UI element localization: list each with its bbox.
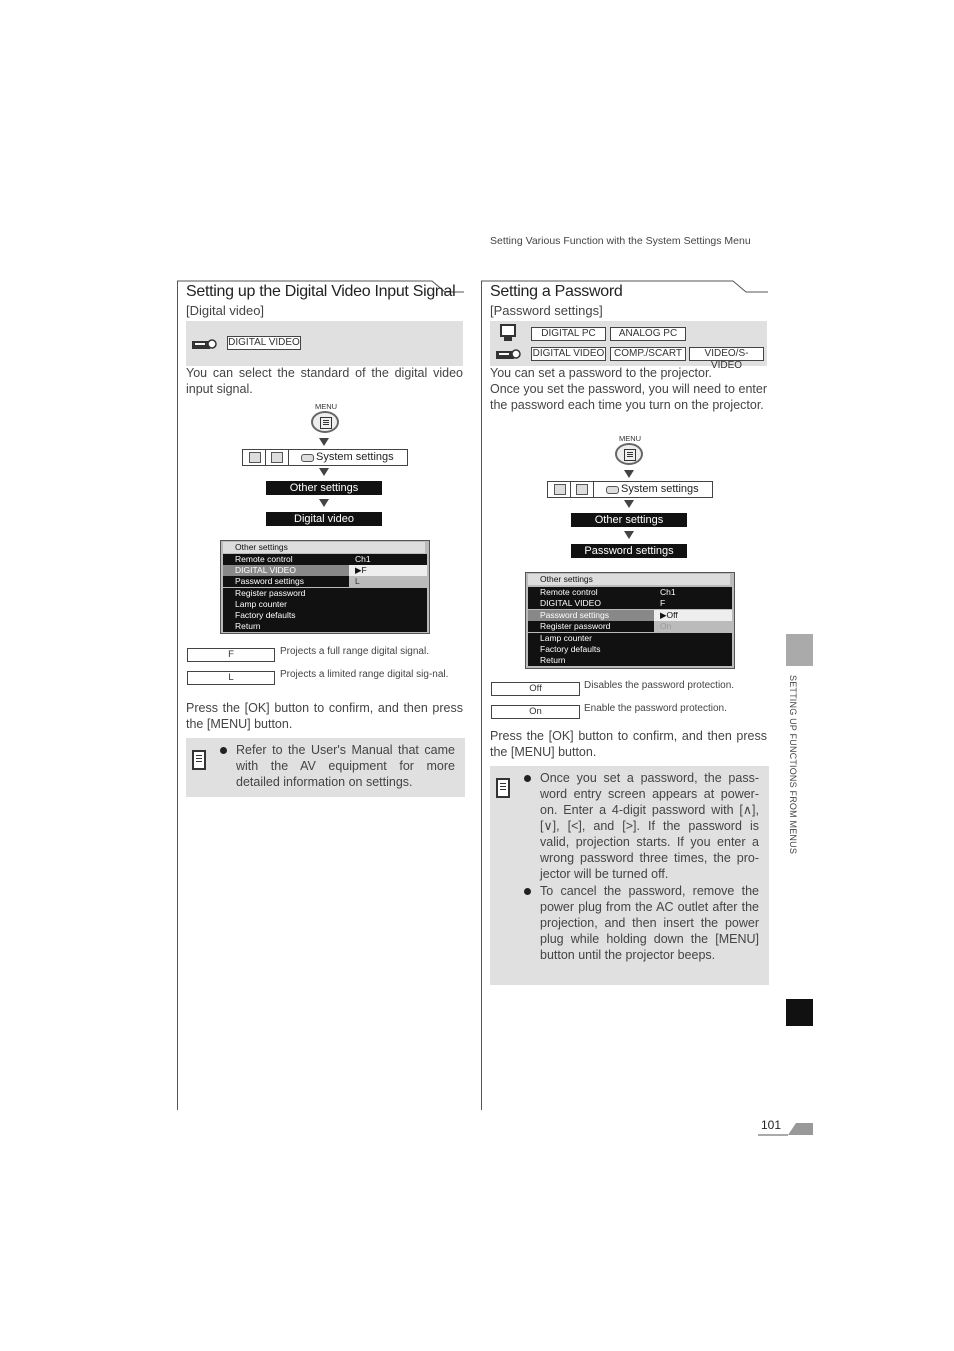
osd-row: Return xyxy=(528,655,732,666)
option-key-off: Off xyxy=(491,682,580,696)
system-settings-bar xyxy=(242,449,408,466)
chapter-vertical-label: SETTING UP FUNCTIONS FROM MENUS xyxy=(788,675,798,855)
osd-row-selected: Password settings xyxy=(528,610,654,621)
left-note-text: Refer to the User's Manual that came with the AV equipment for more detailed information on settings. xyxy=(236,743,455,789)
osd-value: Ch1 xyxy=(654,587,732,598)
left-note-box xyxy=(186,738,465,797)
note-icon xyxy=(496,778,510,798)
osd-row-selected: DIGITAL VIDEO xyxy=(223,565,349,576)
right-column-rule xyxy=(481,281,482,1110)
option-desc-on: Enable the password protection. xyxy=(584,703,727,714)
osd-row: Lamp counter xyxy=(223,599,427,610)
bullet-icon xyxy=(524,888,531,895)
option-key-on: On xyxy=(491,705,580,719)
page-number: 101 xyxy=(761,1118,782,1132)
osd-value-selected: ▶Off xyxy=(654,610,732,621)
system-settings-icon xyxy=(301,454,314,462)
right-intro: You can set a password to the projector. xyxy=(490,366,712,380)
right-section-title: Setting a Password xyxy=(490,283,623,300)
input-chip-digital-pc: DIGITAL PC xyxy=(531,327,606,341)
arrow-down-icon xyxy=(319,468,329,476)
option-key-l: L xyxy=(187,671,275,685)
tab-icon xyxy=(576,484,588,495)
osd-title: Other settings xyxy=(223,542,425,553)
input-chip-digital-video: DIGITAL VIDEO xyxy=(228,337,300,348)
osd-row: Register password xyxy=(528,621,654,632)
menu-button-icon xyxy=(311,411,339,433)
option-key-f: F xyxy=(187,648,275,662)
osd-row: Remote control xyxy=(223,554,349,565)
right-note-box xyxy=(490,766,769,985)
osd-row: Lamp counter xyxy=(528,633,732,644)
right-intro-2: Once you set the password, you will need to enter the password each time you turn on the projector. xyxy=(490,382,767,412)
left-section-subtitle: [Digital video] xyxy=(186,303,265,318)
input-chip-comp-scart: COMP./SCART xyxy=(610,347,686,361)
monitor-icon xyxy=(500,324,516,342)
osd-value: F xyxy=(654,598,732,609)
running-header: Setting Various Function with the System Settings Menu xyxy=(490,235,751,247)
tab-icon xyxy=(271,452,283,463)
left-section-title: Setting up the Digital Video Input Signal xyxy=(186,283,456,300)
thumb-tab-black xyxy=(786,999,813,1026)
osd-value: L xyxy=(349,576,427,587)
bullet-icon xyxy=(524,775,531,782)
osd-screenshot xyxy=(525,572,735,669)
osd-row: Return xyxy=(223,621,427,632)
arrow-down-icon xyxy=(624,500,634,508)
osd-screenshot xyxy=(220,540,430,634)
right-input-box xyxy=(490,321,767,371)
arrow-down-icon xyxy=(319,438,329,446)
left-intro: You can select the standard of the digital video input signal. xyxy=(186,366,463,396)
menu-button-icon xyxy=(615,443,643,465)
projector-icon xyxy=(495,347,521,361)
osd-value: On xyxy=(654,621,732,632)
left-column-rule xyxy=(177,281,178,1110)
note-icon xyxy=(192,750,206,770)
bullet-icon xyxy=(220,747,227,754)
osd-value: Ch1 xyxy=(349,554,427,565)
thumb-tab-gray xyxy=(786,634,813,666)
system-settings-label: System settings xyxy=(621,483,699,495)
system-settings-icon xyxy=(606,486,619,494)
step-other-settings: Other settings xyxy=(571,513,687,527)
tab-icon xyxy=(554,484,566,495)
osd-row: Password settings xyxy=(223,576,349,587)
osd-row: Factory defaults xyxy=(223,610,427,621)
option-desc-off: Disables the password protection. xyxy=(584,680,735,691)
osd-row: DIGITAL VIDEO xyxy=(528,598,654,609)
menu-label: MENU xyxy=(619,434,642,443)
arrow-down-icon xyxy=(624,531,634,539)
tab-icon xyxy=(249,452,261,463)
step-password-settings: Password settings xyxy=(571,544,687,558)
osd-row: Factory defaults xyxy=(528,644,732,655)
option-desc-l: Projects a limited range digital sig-nal. xyxy=(280,669,449,680)
osd-row: Register password xyxy=(223,588,427,599)
osd-row: Remote control xyxy=(528,587,654,598)
page-number-tab xyxy=(758,1121,814,1136)
left-input-box xyxy=(186,321,463,366)
arrow-down-icon xyxy=(624,470,634,478)
input-chip-video-s-video: VIDEO/S-VIDEO xyxy=(689,347,764,361)
system-settings-bar xyxy=(547,481,713,498)
input-chip-analog-pc: ANALOG PC xyxy=(610,327,686,341)
menu-label: MENU xyxy=(315,402,338,411)
right-note-text-2: To cancel the password, remove the power plug from the AC outlet after the projection, and then insert the power plug while holding down the [MENU] button until the projector beeps. xyxy=(540,884,759,962)
left-confirm-text: Press the [OK] button to confirm, and then press the [MENU] button. xyxy=(186,701,463,731)
osd-value-selected: ▶F xyxy=(349,565,427,576)
option-desc-f: Projects a full range digital signal. xyxy=(280,646,429,657)
input-chip-digital-video: DIGITAL VIDEO xyxy=(532,348,605,359)
right-note-text-1: Once you set a password, the pass-word entry screen appears at power-on. Enter a 4-digit password with [∧], [∨], [<], and [>]. If the password is valid, projection starts. If you enter a wrong password three times, the pro-jector will be turned off. xyxy=(540,771,759,881)
right-confirm-text: Press the [OK] button to confirm, and then press the [MENU] button. xyxy=(490,729,767,759)
step-digital-video: Digital video xyxy=(266,512,382,526)
osd-title: Other settings xyxy=(528,574,730,585)
right-section-subtitle: [Password settings] xyxy=(490,303,603,318)
projector-icon xyxy=(191,337,217,351)
arrow-down-icon xyxy=(319,499,329,507)
system-settings-label: System settings xyxy=(316,451,394,463)
step-other-settings: Other settings xyxy=(266,481,382,495)
